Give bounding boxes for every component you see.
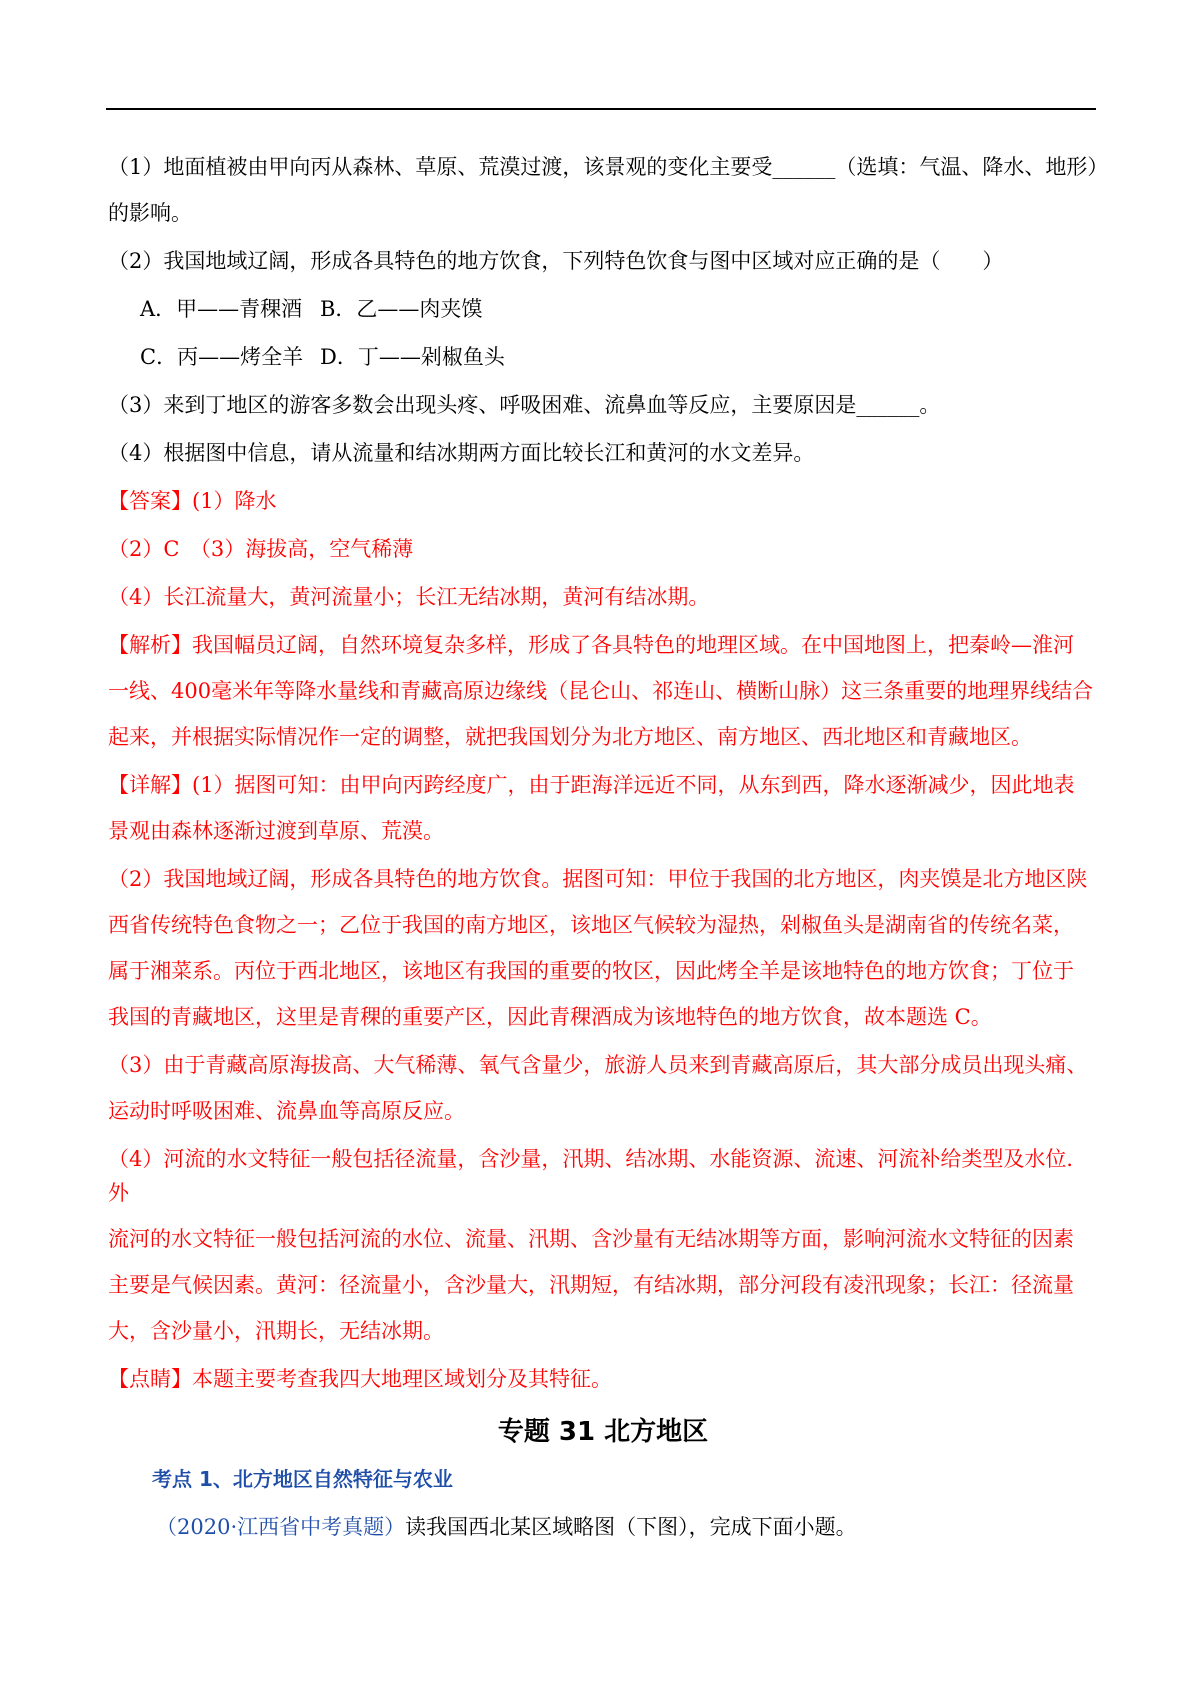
analysis-line-3: 起来，并根据实际情况作一定的调整，就把我国划分为北方地区、南方地区、西北地区和青藏地区。 [108,725,1032,749]
detail-p3-line-2: 运动时呼吸困难、流鼻血等高原反应。 [108,1099,465,1123]
analysis-line-1: 【解析】我国幅员辽阔，自然环境复杂多样，形成了各具特色的地理区域。在中国地图上，把秦岭—淮河 [108,633,1074,657]
answer-block [108,484,1098,1396]
detail-p2-line-3: 属于湘菜系。丙位于西北地区，该地区有我国的重要的牧区，因此烤全羊是该地特色的地方饮食；丁位于 [108,959,1074,983]
option-a: A．甲——青稞酒 [140,297,303,321]
source-text: 读我国西北某区域略图（下图），完成下面小题。 [405,1515,857,1539]
detail-p2-line-2: 西省传统特色食物之一；乙位于我国的南方地区，该地区气候较为湿热，剁椒鱼头是湖南省的传统名菜， [108,913,1074,937]
options-row-1 [108,292,1098,326]
section-title: 专题 31 北方地区 [497,1417,709,1447]
detail-p4-line-4: 大，含沙量小，汛期长，无结冰期。 [108,1319,444,1343]
option-d: D．丁——剁椒鱼头 [320,345,505,369]
detail-p1-line-1: 【详解】(1）据图可知：由甲向丙跨经度广，由于距海洋远近不同，从东到西，降水逐渐减少，因此地表 [108,773,1075,797]
answer-line-1: 【答案】(1）降水 [108,489,277,513]
detail-p2-line-1: （2）我国地域辽阔，形成各具特色的地方饮食。据图可知：甲位于我国的北方地区，肉夹馍是北方地区陕 [108,867,1088,891]
answer-line-2: （2）C （3）海拔高，空气稀薄 [108,537,414,561]
option-c: C．丙——烤全羊 [140,345,304,369]
detail-p3-line-1: （3）由于青藏高原海拔高、大气稀薄、氧气含量少，旅游人员来到青藏高原后，其大部分成员出现头痛、 [108,1053,1088,1077]
tip-line: 【点睛】本题主要考查我四大地理区域划分及其特征。 [108,1367,612,1391]
detail-p4-line-3: 主要是气候因素。黄河：径流量小，含沙量大，汛期短，有结冰期，部分河段有凌汛现象；长江：径流量 [108,1273,1074,1297]
analysis-line-2: 一线、400毫米年等降水量线和青藏高原边缘线（昆仑山、祁连山、横断山脉）这三条重要的地理界线结合 [108,679,1094,703]
source-line [108,1510,1098,1544]
option-b: B．乙——肉夹馍 [320,297,483,321]
document-body [108,150,1109,1544]
question-3: （3）来到丁地区的游客多数会出现头疼、呼吸困难、流鼻血等反应，主要原因是______。 [108,393,941,417]
question-2: （2）我国地域辽阔，形成各具特色的地方饮食，下列特色饮食与图中区域对应正确的是（ ） [108,249,1004,273]
source-tag: （2020·江西省中考真题） [156,1515,406,1539]
question-1-line-2: 的影响。 [108,201,192,225]
kaodian-heading: 考点 1、北方地区自然特征与农业 [152,1467,453,1491]
detail-p2-line-4: 我国的青藏地区，这里是青稞的重要产区，因此青稞酒成为该地特色的地方饮食，故本题选 C。 [108,1005,992,1029]
header-rule [106,108,1096,110]
answer-line-3: （4）长江流量大，黄河流量小；长江无结冰期，黄河有结冰期。 [108,585,710,609]
detail-p4-line-2: 流河的水文特征一般包括河流的水位、流量、汛期、含沙量有无结冰期等方面，影响河流水文特征的因素 [108,1227,1074,1251]
detail-p1-line-2: 景观由森林逐渐过渡到草原、荒漠。 [108,819,444,843]
options-row-2 [108,340,1098,374]
question-4: （4）根据图中信息，请从流量和结冰期两方面比较长江和黄河的水文差异。 [108,441,815,465]
question-1-line-1: （1）地面植被由甲向丙从森林、草原、荒漠过渡，该景观的变化主要受______（选填：气温、降水、地形） [108,155,1109,179]
detail-p4-line-1: （4）河流的水文特征一般包括径流量，含沙量，汛期、结冰期、水能资源、流速、河流补给类型及水位．外 [108,1147,1088,1205]
